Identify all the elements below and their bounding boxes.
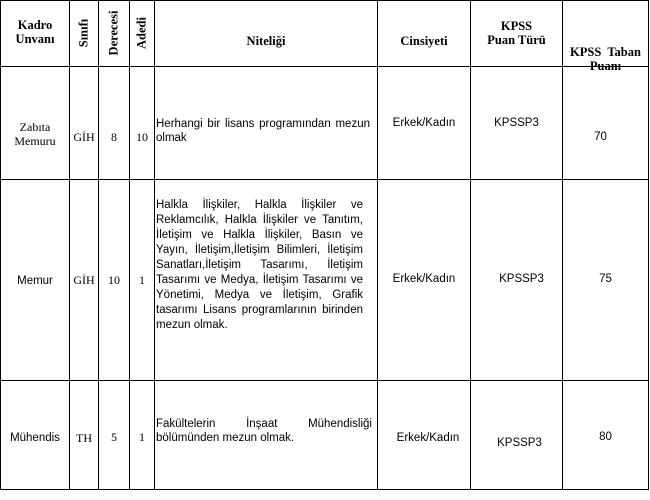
row1-taban: 70 [594,131,607,143]
row1-nitelik: Herhangi bir lisans programından mezun olmak [156,118,370,144]
header-derecesi: Derecesi [106,10,121,56]
header-cinsiyet: Cinsiyeti [400,34,448,48]
row1-kpss-turu: KPSSP3 [494,117,539,129]
row3-taban: 80 [599,431,612,443]
header-kadro: Kadro Unvanı [15,18,55,46]
row1-derece: 8 [111,130,117,144]
header-kpss-taban: KPSS Taban Puanı [570,45,641,73]
row3-nitelik: Fakültelerin İnşaat Mühendisliği bölümünden mezun olmak. [156,418,372,444]
row2-kadro: Memur [17,275,53,287]
row3-derece: 5 [111,430,117,444]
header-adedi: Adedi [134,17,149,49]
row1-cinsiyet: Erkek/Kadın [392,117,456,129]
row3-kadro: Mühendis [10,432,60,444]
row2-taban: 75 [599,273,612,285]
row3-kpss-turu: KPSSP3 [497,437,542,449]
header-sinifi: Sınıfı [76,18,91,48]
row2-adet: 1 [139,273,145,287]
row3-adet: 1 [139,430,145,444]
row2-derece: 10 [108,273,120,287]
row1-kadro: Zabıta Memuru [14,120,56,148]
row1-sinif: GİH [73,130,95,144]
row3-sinif: TH [76,431,92,445]
row2-nitelik: Halkla İlişkiler, Halkla İlişkiler ve Reklamcılık, Halkla İlişkiler ve Tanıtım, İletişim ve Halkla İlişkiler, Basın ve Yayın, İletişim,İletişim Bilimleri, İletişim Sanatları,İletişim Tasarımı, İletişim Tasarımı ve Medya, İletişim Tasarımı ve Yönetimi, Medya ve İletişim, Grafik tasarımı Lisans programlarının birinden mezun olmak. [156,199,363,331]
row1-adet: 10 [136,130,148,144]
row2-cinsiyet: Erkek/Kadın [392,273,456,285]
row2-kpss-turu: KPSSP3 [499,273,544,285]
header-nitelik: Niteliği [246,34,286,48]
row2-sinif: GİH [73,273,95,287]
row3-cinsiyet: Erkek/Kadın [396,432,460,444]
header-kpss-turu: KPSS Puan Türü [487,19,546,47]
